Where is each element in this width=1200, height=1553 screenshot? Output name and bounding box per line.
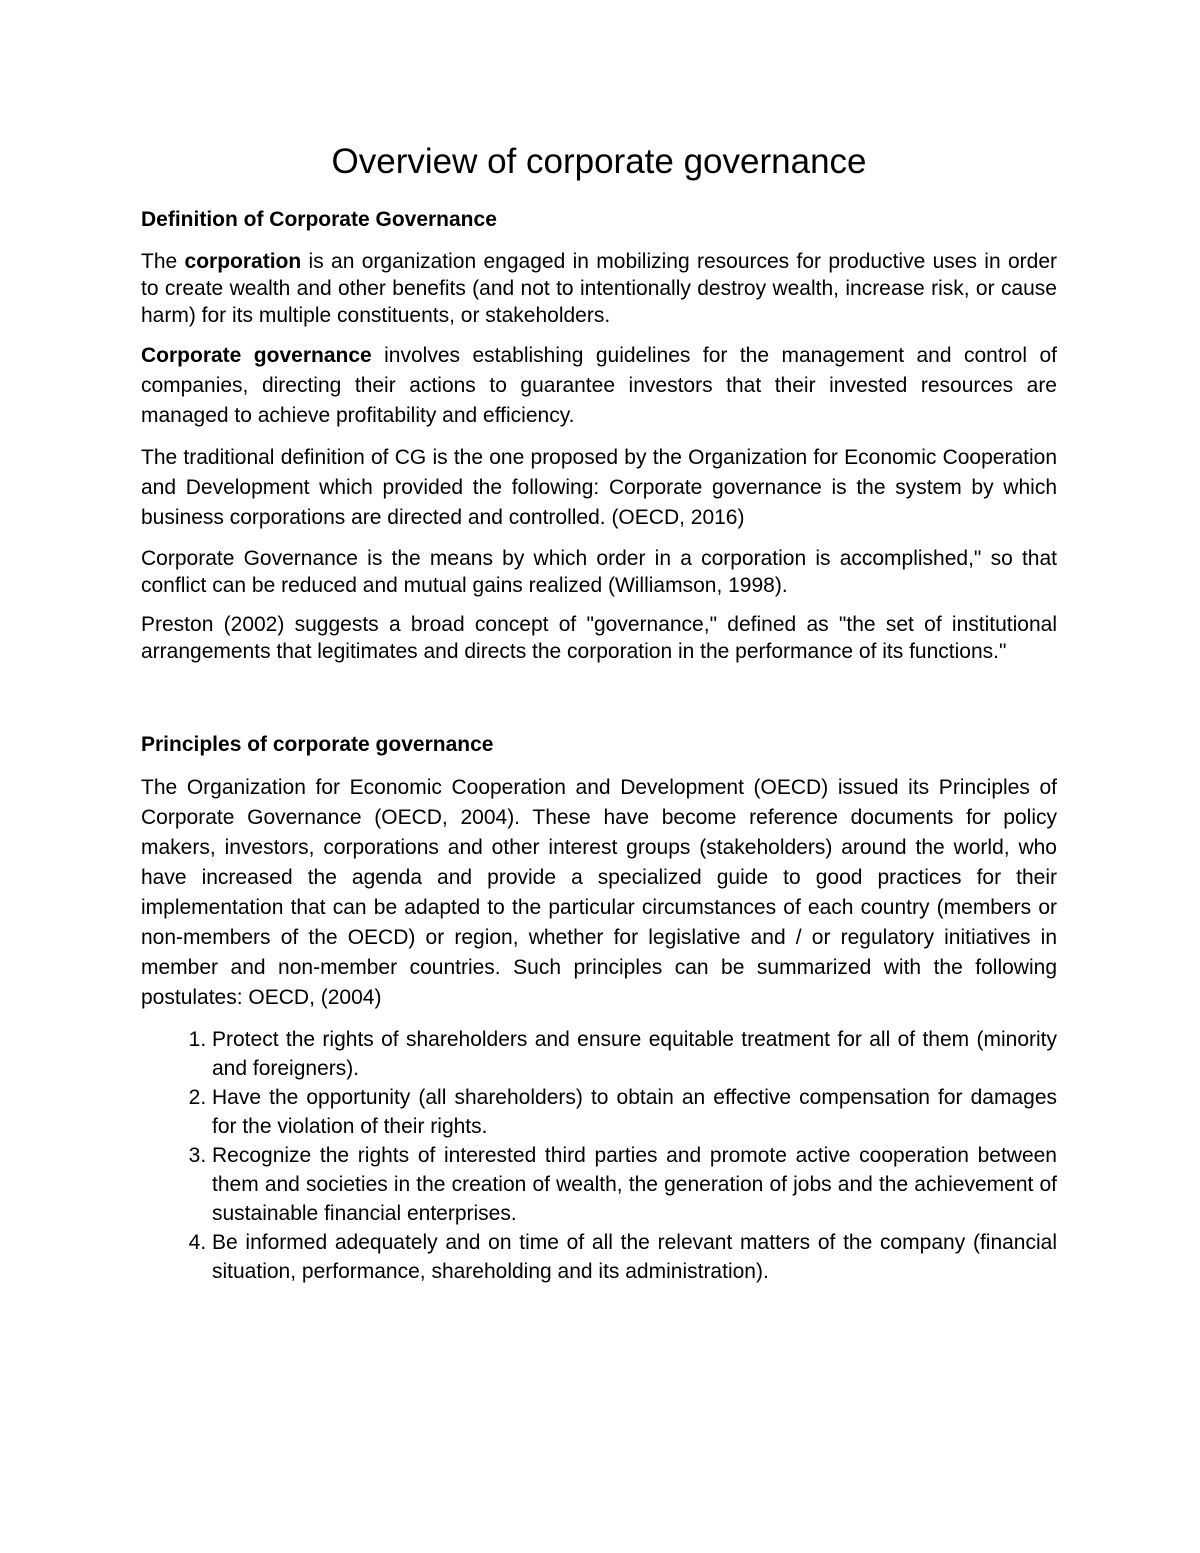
paragraph-traditional-definition: The traditional definition of CG is the one proposed by the Organization for Economic Cooperation and Development which provided the following: Corporate governance is the system by which business corporations are directed and controlled. (OECD, 2016)	[141, 446, 1057, 529]
paragraph-corporate-governance	[141, 341, 1057, 431]
paragraph-text: The	[141, 250, 185, 273]
bold-term-corporate-governance: Corporate governance	[141, 344, 372, 367]
bold-term-corporation: corporation	[184, 250, 302, 273]
list-item: 4. Be informed adequately and on time of all the relevant matters of the company (financial situation, performance, shareholding and its administration).	[212, 1228, 1057, 1286]
paragraph-text: is an organization engaged in mobilizing resources for productive uses in order to create wealth and other benefits (and not to intentionally destroy wealth, increase risk, or cause harm) for its multiple constituents, or stakeholders.	[141, 250, 1057, 327]
paragraph-williamson: Corporate Governance is the means by which order in a corporation is accomplished," so that conflict can be reduced and mutual gains realized (Williamson, 1998).	[141, 547, 1057, 597]
paragraph-text: involves establishing guidelines for the management and control of companies, directing their actions to guarantee investors that their invested resources are managed to achieve profitability and efficiency.	[141, 344, 1057, 427]
list-item: 2. Have the opportunity (all shareholders) to obtain an effective compensation for damages for the violation of their rights.	[212, 1083, 1057, 1141]
document-page	[141, 140, 1057, 1286]
principles-list	[141, 1025, 1057, 1286]
list-item: 3. Recognize the rights of interested third parties and promote active cooperation between them and societies in the creation of wealth, the generation of jobs and the achievement of sustainable financial enterprises.	[212, 1141, 1057, 1228]
section-spacer	[141, 677, 1057, 731]
section-heading-definition: Definition of Corporate Governance	[141, 208, 497, 231]
paragraph-preston: Preston (2002) suggests a broad concept of "governance," defined as "the set of institutional arrangements that legitimates and directs the corporation in the performance of its functions."	[141, 613, 1057, 663]
paragraph-oecd-principles: The Organization for Economic Cooperation and Development (OECD) issued its Principles of Corporate Governance (OECD, 2004). These have become reference documents for policy makers, investors, corporations and other interest groups (stakeholders) around the world, who have increased the agenda and provide a specialized guide to good practices for their implementation that can be adapted to the particular circumstances of each country (members or non-members of the OECD) or region, whether for legislative and / or regulatory initiatives in member and non-member countries. Such principles can be summarized with the following postulates: OECD, (2004)	[141, 776, 1057, 1009]
list-item: 1. Protect the rights of shareholders and ensure equitable treatment for all of them (minority and foreigners).	[212, 1025, 1057, 1083]
document-title: Overview of corporate governance	[331, 142, 867, 181]
paragraph-corporation	[141, 248, 1057, 329]
section-heading-principles: Principles of corporate governance	[141, 733, 494, 756]
